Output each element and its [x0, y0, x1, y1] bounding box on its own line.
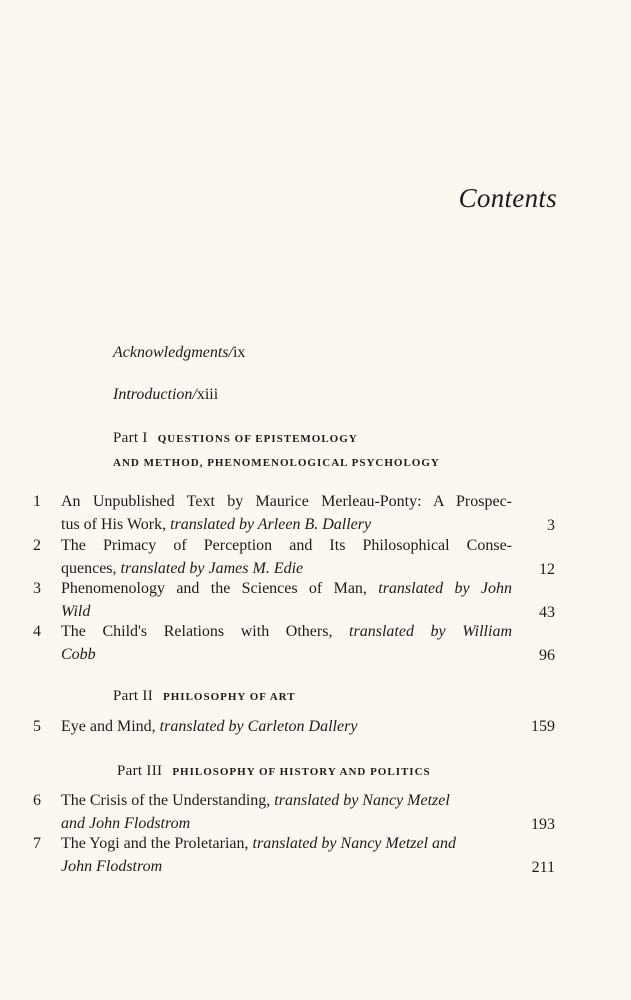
- entry-translator: Wild: [61, 602, 91, 620]
- part-heading-1: [113, 427, 440, 475]
- entry-number: 2: [33, 537, 41, 554]
- entry-translator: translated by Nancy Metzel and: [252, 835, 457, 852]
- part-title-line: PHILOSOPHY OF ART: [163, 691, 296, 703]
- front-matter-separator: /: [228, 344, 233, 361]
- front-matter-separator: /: [192, 386, 197, 403]
- entry-page-number: 211: [531, 859, 555, 876]
- part-label: Part I: [113, 430, 148, 446]
- front-matter-label: Acknowledgments: [113, 344, 229, 361]
- entry-translator: and John Flodstrom: [61, 814, 191, 832]
- page-title: Contents: [458, 183, 557, 213]
- entry-translator: translated by Carleton Dallery: [159, 718, 358, 735]
- part-label: Part II: [113, 688, 154, 704]
- front-matter-page: ix: [232, 344, 246, 361]
- part-heading-2: [113, 685, 296, 709]
- front-matter-acknowledgments: [113, 344, 245, 362]
- entry-number: 6: [33, 792, 41, 809]
- part-title-line: AND METHOD, PHENOMENOLOGICAL PSYCHOLOGY: [113, 457, 440, 469]
- entry-number: 1: [33, 493, 41, 510]
- entry-translator: translated by James M. Edie: [120, 559, 304, 577]
- part-title-line: QUESTIONS OF EPISTEMOLOGY: [157, 433, 358, 445]
- entry-title-line: The Child's Relations with Others,: [61, 623, 350, 640]
- entry-page-number: 12: [539, 561, 555, 578]
- entry-number: 7: [33, 835, 41, 852]
- front-matter-introduction: [113, 386, 218, 404]
- entry-page-number: 193: [531, 816, 555, 833]
- entry-translator: translated by John: [378, 580, 512, 597]
- entry-title-line: The Crisis of the Understanding,: [61, 792, 275, 809]
- entry-translator: Cobb: [61, 645, 96, 663]
- entry-title-line: The Yogi and the Proletarian,: [61, 835, 253, 852]
- entry-title-line: Phenomenology and the Sciences of Man,: [61, 580, 379, 597]
- front-matter-page: xiii: [196, 386, 219, 403]
- entry-page-number: 159: [531, 718, 555, 735]
- entry-title-line: Eye and Mind,: [61, 718, 160, 735]
- entry-title-line: The Primacy of Perception and Its Philosophical Conse-: [61, 537, 512, 554]
- front-matter-label: Introduction: [113, 386, 193, 403]
- part-title-line: PHILOSOPHY OF HISTORY AND POLITICS: [172, 766, 431, 778]
- part-heading-3: [117, 760, 431, 784]
- entry-translator: translated by Arleen B. Dallery: [170, 515, 372, 533]
- entry-title-line: tus of His Work,: [61, 515, 171, 533]
- entry-translator: translated by Nancy Metzel: [274, 792, 450, 809]
- entry-translator: translated by William: [349, 623, 512, 640]
- entry-title-line: An Unpublished Text by Maurice Merleau-Ponty: A Prospec-: [61, 493, 512, 510]
- entry-page-number: 96: [539, 647, 555, 664]
- entry-number: 3: [33, 580, 41, 597]
- entry-page-number: 3: [547, 517, 555, 534]
- entry-number: 4: [33, 623, 41, 640]
- entry-page-number: 43: [539, 604, 555, 621]
- entry-number: 5: [33, 718, 41, 735]
- entry-title-line: quences,: [61, 559, 121, 577]
- part-label: Part III: [117, 763, 163, 779]
- entry-translator: John Flodstrom: [61, 857, 163, 875]
